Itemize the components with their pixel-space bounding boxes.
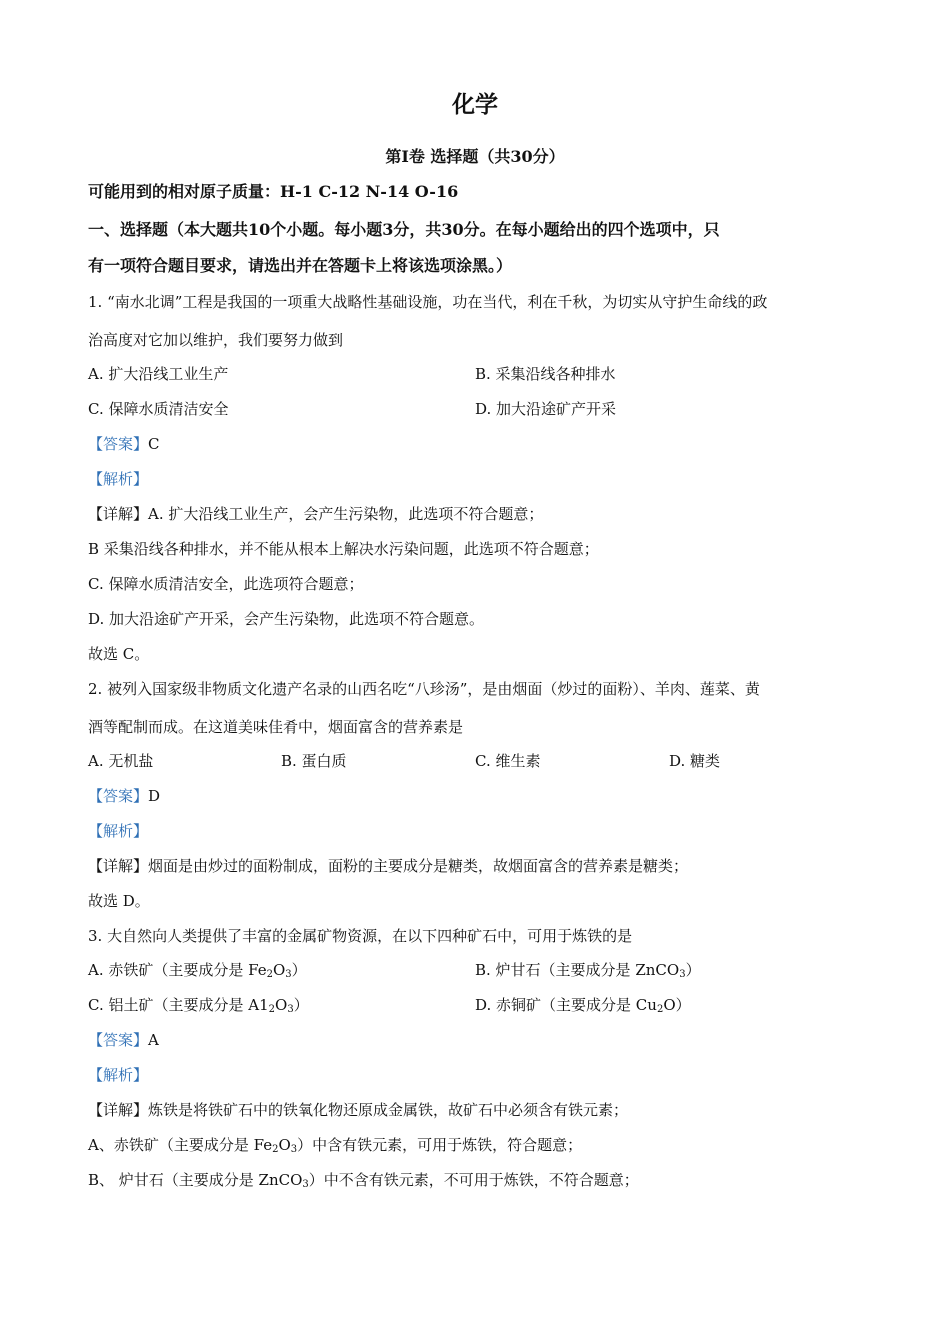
section-heading-line-1: 一、选择题（本大题共10个小题。每小题3分，共30分。在每小题给出的四个选项中，只 [88, 220, 720, 239]
q2-stem-line-1: 2. 被列入国家级非物质文化遗产名录的山西名吃“八珍汤”，是由烟面（炒过的面粉）、羊肉、莲菜、黄 [88, 680, 760, 698]
q3-option-a-text: A. 赤铁矿（主要成分是 Fe [88, 961, 267, 979]
q1-answer [88, 434, 160, 454]
q3-option-d-text: D. 赤铜矿（主要成分是 Cu [475, 996, 657, 1014]
q3-option-c-text: O [275, 996, 288, 1014]
q3-option-d [475, 995, 691, 1015]
q2-option-c: C. 维生素 [475, 752, 541, 770]
q3-option-a-text: O [272, 961, 286, 979]
subscript: 3 [290, 1144, 298, 1155]
q1-detail-line-2: B 采集沿线各种排水，并不能从根本上解决水污染问题，此选项不符合题意； [88, 540, 599, 558]
q1-stem-line-1: 1. “南水北调”工程是我国的一项重大战略性基础设施，功在当代，利在千秋，为切实从守护生命线的政 [88, 293, 768, 311]
q2-conclusion: 故选 D。 [88, 892, 150, 910]
q3-answer-value: A [148, 1031, 159, 1049]
q3-option-c [88, 995, 309, 1015]
answer-label: 【答案】 [88, 435, 149, 453]
q2-detail-line-1 [88, 856, 688, 876]
q2-detail-text-1: 烟面是由炒过的面粉制成，面粉的主要成分是糖类，故烟面富含的营养素是糖类； [148, 857, 689, 875]
q3-detail-line-2 [88, 1135, 582, 1155]
q3-detail-line-1 [88, 1100, 628, 1120]
q3-answer [88, 1030, 159, 1050]
detail-label: 【详解】 [88, 505, 149, 523]
q3-option-a [88, 960, 307, 980]
q1-answer-value: C [148, 435, 160, 453]
q1-conclusion: 故选 C。 [88, 645, 150, 663]
subscript: 3 [679, 969, 686, 980]
q1-detail-line-3: C. 保障水质清洁安全，此选项符合题意； [88, 575, 364, 593]
subscript: 3 [302, 1179, 309, 1190]
detail-label: 【详解】 [88, 857, 149, 875]
q2-answer [88, 786, 160, 806]
subscript: 2 [272, 1144, 279, 1155]
q3-detail-line-3 [88, 1170, 639, 1190]
answer-label: 【答案】 [88, 1031, 149, 1049]
q1-option-a: A. 扩大沿线工业生产 [88, 365, 229, 383]
section-subtitle: 第Ⅰ卷 选择题（共30分） [385, 147, 565, 166]
q1-option-c: C. 保障水质清洁安全 [88, 400, 229, 418]
q2-option-b: B. 蛋白质 [281, 752, 347, 770]
q2-stem-line-2: 酒等配制而成。在这道美味佳肴中，烟面富含的营养素是 [88, 718, 464, 736]
q1-detail-line-1 [88, 504, 543, 524]
page-title: 化学 [452, 91, 498, 118]
subscript: 3 [287, 1004, 294, 1015]
q1-stem-line-2: 治高度对它加以维护，我们要努力做到 [88, 331, 344, 349]
q3-detail-text: B、 炉甘石（主要成分是 ZnCO [88, 1171, 303, 1189]
q3-option-b-text: B. 炉甘石（主要成分是 ZnCO [475, 961, 680, 979]
q3-option-a-text: ） [291, 961, 307, 979]
q3-stem-line-1: 3. 大自然向人类提供了丰富的金属矿物资源，在以下四种矿石中，可用于炼铁的是 [88, 927, 633, 945]
q3-detail-text-1: 炼铁是将铁矿石中的铁氧化物还原成金属铁，故矿石中必须含有铁元素； [148, 1101, 629, 1119]
q1-option-d: D. 加大沿途矿产开采 [475, 400, 617, 418]
section-heading-line-2: 有一项符合题目要求，请选出并在答题卡上将该选项涂黑。） [88, 256, 513, 275]
q3-option-b [475, 960, 701, 980]
q3-option-d-text: O） [663, 996, 691, 1014]
q3-option-c-text: ） [293, 996, 309, 1014]
q1-detail-line-4: D. 加大沿途矿产开采，会产生污染物，此选项不符合题意。 [88, 610, 485, 628]
q1-option-b: B. 采集沿线各种排水 [475, 365, 616, 383]
q3-detail-text: O [278, 1136, 291, 1154]
detail-label: 【详解】 [88, 1101, 149, 1119]
q2-answer-value: D [148, 787, 161, 805]
q3-analysis-label: 【解析】 [88, 1066, 149, 1084]
q3-detail-text: ）中含有铁元素，可用于炼铁，符合题意； [297, 1136, 583, 1154]
q3-option-c-text: C. 铝土矿（主要成分是 A1 [88, 996, 269, 1014]
subscript: 3 [285, 969, 292, 980]
q3-detail-text: A、赤铁矿（主要成分是 Fe [88, 1136, 273, 1154]
q1-detail-text-1: A. 扩大沿线工业生产，会产生污染物，此选项不符合题意； [148, 505, 544, 523]
q1-analysis-label: 【解析】 [88, 470, 149, 488]
answer-label: 【答案】 [88, 787, 149, 805]
subscript: 2 [268, 1004, 275, 1015]
q2-analysis-label: 【解析】 [88, 822, 149, 840]
q3-option-b-text: ） [685, 961, 701, 979]
subscript: 2 [266, 969, 273, 980]
q2-option-a: A. 无机盐 [88, 752, 154, 770]
subscript: 2 [656, 1004, 664, 1015]
atomic-mass-line: 可能用到的相对原子质量：H-1 C-12 N-14 O-16 [88, 182, 459, 201]
q3-detail-text: ）中不含有铁元素，不可用于炼铁，不符合题意； [308, 1171, 639, 1189]
q2-option-d: D. 糖类 [669, 752, 721, 770]
